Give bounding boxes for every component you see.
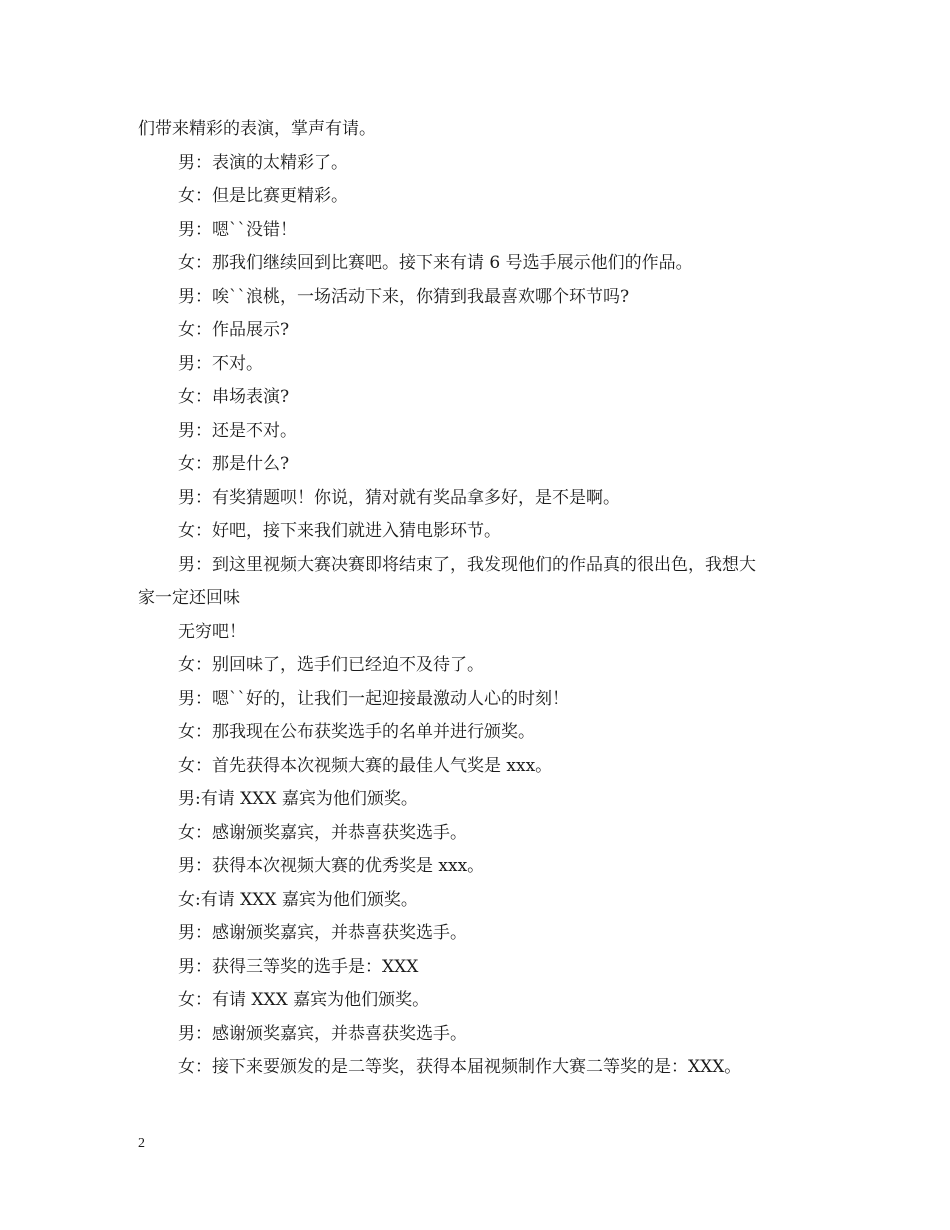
paragraph-line: 男：感谢颁奖嘉宾，并恭喜获奖选手。 <box>178 1023 467 1044</box>
paragraph-line: 女：接下来要颁发的是二等奖，获得本届视频制作大赛二等奖的是：XXX。 <box>178 1057 742 1077</box>
page-number: 2 <box>138 1136 145 1151</box>
paragraph-line: 女：那我们继续回到比赛吧。接下来有请 6 号选手展示他们的作品。 <box>178 253 693 273</box>
paragraph-line: 女：串场表演? <box>178 387 290 407</box>
paragraph-line: 男：表演的太精彩了。 <box>178 152 348 173</box>
paragraph-line: 男：嗯``好的，让我们一起迎接最激动人心的时刻！ <box>178 688 569 709</box>
paragraph-line: 女：作品展示? <box>178 320 290 340</box>
paragraph-line: 男：感谢颁奖嘉宾，并恭喜获奖选手。 <box>178 923 467 943</box>
paragraph-line: 女:有请 XXX 嘉宾为他们颁奖。 <box>178 889 418 910</box>
paragraph-line: 女：感谢颁奖嘉宾，并恭喜获奖选手。 <box>178 822 467 843</box>
paragraph-line: 男:有请 XXX 嘉宾为他们颁奖。 <box>178 789 418 809</box>
paragraph-line: 们带来精彩的表演，掌声有请。 <box>138 119 376 139</box>
paragraph-line: 无穷吧！ <box>178 621 246 642</box>
paragraph-line: 家一定还回味 <box>138 588 240 608</box>
paragraph-line: 男：到这里视频大赛决赛即将结束了，我发现他们的作品真的很出色，我想大 <box>178 554 756 575</box>
paragraph-line: 男：有奖猜题呗！你说，猜对就有奖品拿多好，是不是啊。 <box>178 487 620 508</box>
document-body <box>138 113 818 1085</box>
paragraph-line: 女：别回味了，选手们已经迫不及待了。 <box>178 655 484 675</box>
paragraph-line: 女：有请 XXX 嘉宾为他们颁奖。 <box>178 990 430 1010</box>
paragraph-line: 女：首先获得本次视频大赛的最佳人气奖是 xxx。 <box>178 755 553 776</box>
paragraph-line: 男：获得本次视频大赛的优秀奖是 xxx。 <box>178 856 485 876</box>
paragraph-line: 男：获得三等奖的选手是：XXX <box>178 956 419 977</box>
paragraph-line: 女：那是什么? <box>178 454 290 474</box>
paragraph-line: 女：那我现在公布获奖选手的名单并进行颁奖。 <box>178 722 535 742</box>
paragraph-line: 女：好吧，接下来我们就进入猜电影环节。 <box>178 521 501 541</box>
paragraph-line: 男：不对。 <box>178 353 263 374</box>
paragraph-line: 女：但是比赛更精彩。 <box>178 186 348 206</box>
paragraph-line: 男：唉``浪桃，一场活动下来，你猜到我最喜欢哪个环节吗? <box>178 286 630 307</box>
paragraph-line: 男：还是不对。 <box>178 420 297 441</box>
paragraph-line: 男：嗯``没错！ <box>178 219 297 240</box>
